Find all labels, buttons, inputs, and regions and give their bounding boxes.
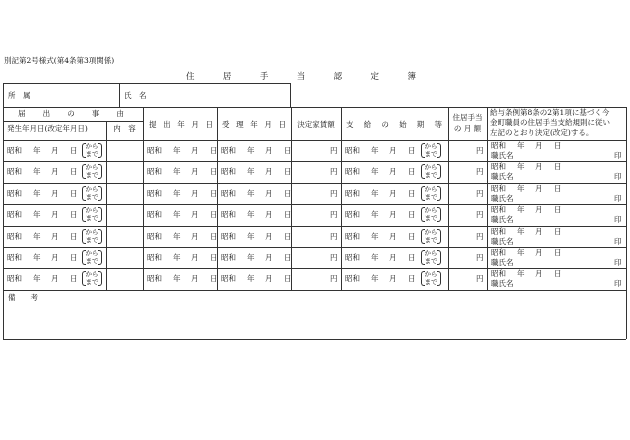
determination-text: 給与条例第8条の2第1項に基づく今 [490, 108, 610, 117]
determination-date-era: 昭和 [491, 183, 506, 193]
grid-line [448, 107, 449, 290]
determination-date-day: 日 [554, 205, 562, 215]
submission-date-year: 年 [173, 210, 181, 220]
to-label: まで [85, 214, 99, 223]
submission-date-year: 年 [173, 231, 181, 241]
official-name-label: 職氏名 [491, 193, 514, 203]
title-char: 認 [333, 72, 343, 82]
grid-line [3, 247, 626, 248]
rent-yen: 円 [330, 146, 338, 155]
receipt-date-day: 日 [284, 210, 292, 220]
determination-text: 金町職員の住居手当支給規則に従い [490, 118, 610, 127]
submission-date-era: 昭和 [147, 253, 162, 262]
receipt-date-header-char: 日 [278, 120, 286, 129]
receipt-date-era: 昭和 [221, 253, 236, 262]
submission-date-day: 日 [210, 274, 218, 284]
seal-mark: 印 [614, 236, 622, 246]
receipt-date-day: 日 [284, 188, 292, 198]
receipt-date-header-char: 理 [236, 120, 244, 129]
receipt-date-year: 年 [247, 188, 255, 198]
payment-start-date-era: 昭和 [345, 167, 360, 177]
payment-start-date-year: 年 [371, 167, 379, 177]
official-name-label: 職氏名 [491, 236, 514, 246]
from-label: から [424, 270, 438, 279]
payment-start-header-char: の [381, 120, 389, 129]
rent-amount-header: 決定家賃額 [297, 120, 335, 129]
determination-date-day: 日 [554, 183, 562, 193]
grid-line [626, 290, 627, 339]
seal-mark: 印 [614, 151, 622, 160]
receipt-date-year: 年 [247, 210, 255, 220]
grid-line [3, 183, 626, 184]
receipt-date-header [222, 121, 286, 129]
determination-date-year: 年 [517, 226, 525, 236]
grid-line [487, 107, 488, 290]
rent-yen: 円 [330, 253, 338, 262]
payment-start-header-char: 等 [434, 120, 442, 129]
monthly-yen: 円 [476, 188, 484, 198]
title-char: 住 [186, 72, 195, 82]
monthly-yen: 円 [476, 146, 484, 155]
seal-mark: 印 [614, 172, 622, 182]
occurrence-date-era: 昭和 [7, 253, 22, 262]
determination-date-day: 日 [554, 226, 562, 236]
receipt-date-year: 年 [247, 274, 255, 284]
grid-line [3, 290, 4, 339]
payment-start-date-day: 日 [408, 167, 416, 177]
rent-yen: 円 [330, 167, 338, 177]
submission-date-era: 昭和 [147, 231, 162, 241]
rent-yen: 円 [330, 231, 338, 241]
from-label: から [85, 142, 99, 150]
occurrence-date-month: 月 [51, 167, 59, 177]
submission-date-era: 昭和 [147, 274, 162, 284]
from-to-bracket [82, 206, 102, 223]
to-label: まで [424, 214, 438, 223]
grid-line [3, 290, 626, 291]
determination-date-day: 日 [554, 248, 562, 257]
payment-start-header-char: 始 [399, 120, 407, 129]
submission-date-era: 昭和 [147, 146, 162, 155]
grid-line [3, 161, 626, 162]
payment-start-date-month: 月 [389, 146, 397, 155]
receipt-date-day: 日 [284, 274, 292, 284]
from-to-bracket [421, 206, 441, 223]
monthly-yen: 円 [476, 253, 484, 262]
payment-start-date-day: 日 [408, 146, 416, 155]
from-to-bracket [421, 249, 441, 266]
submission-date-day: 日 [210, 253, 218, 262]
grid-line [3, 140, 626, 141]
occurrence-date-era: 昭和 [7, 188, 22, 198]
occurrence-date-day: 日 [70, 188, 78, 198]
occurrence-date-year: 年 [33, 274, 41, 284]
submission-date-month: 月 [191, 210, 199, 220]
determination-date-era: 昭和 [491, 226, 506, 236]
to-label: まで [424, 171, 438, 180]
grid-line [341, 107, 342, 290]
payment-start-date-day: 日 [408, 231, 416, 241]
receipt-date-header-char: 月 [264, 120, 272, 129]
determination-date-era: 昭和 [491, 141, 506, 150]
submission-date-header-char: 日 [205, 120, 213, 129]
payment-start-header-char: 支 [346, 120, 354, 129]
submission-date-month: 月 [191, 167, 199, 177]
remarks-label: 備 考 [8, 292, 38, 302]
grid-line [3, 83, 4, 107]
occurrence-date-year: 年 [33, 253, 41, 262]
payment-start-header-char: 期 [416, 120, 425, 129]
from-to-bracket [421, 163, 441, 180]
occurrence-date-header: 発生年月日(改定年月日) [7, 124, 88, 133]
office-label: 所 属 [8, 91, 31, 100]
grid-line [290, 83, 291, 107]
determination-date-day: 日 [554, 141, 562, 150]
from-label: から [85, 184, 99, 193]
payment-start-date-day: 日 [408, 188, 416, 198]
payment-start-date-era: 昭和 [345, 210, 360, 220]
occurrence-date-era: 昭和 [7, 146, 22, 155]
grid-line [143, 107, 144, 290]
payment-start-date-month: 月 [389, 253, 397, 262]
from-label: から [85, 227, 99, 236]
to-label: まで [85, 235, 99, 244]
official-name-label: 職氏名 [491, 172, 514, 182]
from-label: から [424, 227, 438, 236]
title-char: 定 [370, 72, 380, 82]
grid-line [217, 107, 218, 290]
from-label: から [424, 206, 438, 215]
submission-date-day: 日 [210, 146, 218, 155]
occurrence-date-month: 月 [51, 253, 59, 262]
occurrence-date-day: 日 [70, 146, 78, 155]
payment-start-header [346, 121, 442, 129]
monthly-amount-header: 住居手当 [452, 113, 483, 122]
from-label: から [424, 163, 438, 172]
submission-date-year: 年 [173, 274, 181, 284]
official-name-label: 職氏名 [491, 215, 514, 225]
determination-date-era: 昭和 [491, 205, 506, 215]
form-title [186, 73, 416, 82]
to-label: まで [424, 150, 438, 158]
payment-start-date-era: 昭和 [345, 231, 360, 241]
determination-date-era: 昭和 [491, 162, 506, 172]
occurrence-date-month: 月 [51, 188, 59, 198]
determination-date-month: 月 [535, 248, 543, 257]
grid-line [3, 268, 626, 269]
grid-line [291, 107, 292, 290]
payment-start-date-month: 月 [389, 167, 397, 177]
submission-date-header-char: 出 [163, 120, 171, 129]
to-label: まで [424, 235, 438, 244]
payment-start-date-month: 月 [389, 274, 397, 284]
receipt-date-month: 月 [265, 274, 273, 284]
receipt-date-month: 月 [265, 146, 273, 155]
receipt-date-day: 日 [284, 167, 292, 177]
determination-date-year: 年 [517, 205, 525, 215]
receipt-date-month: 月 [265, 167, 273, 177]
receipt-date-year: 年 [247, 167, 255, 177]
determination-date-day: 日 [554, 162, 562, 172]
official-name-label: 職氏名 [491, 151, 514, 160]
monthly-yen: 円 [476, 167, 484, 177]
content-header: 内 容 [113, 124, 136, 133]
grid-line [3, 204, 626, 205]
submission-date-year: 年 [173, 146, 181, 155]
to-label: まで [85, 192, 99, 201]
occurrence-date-year: 年 [33, 210, 41, 220]
receipt-date-era: 昭和 [221, 274, 236, 284]
payment-start-date-era: 昭和 [345, 188, 360, 198]
submission-date-year: 年 [173, 188, 181, 198]
from-to-bracket [421, 185, 441, 202]
receipt-date-era: 昭和 [221, 231, 236, 241]
submission-date-year: 年 [173, 167, 181, 177]
grid-line [106, 121, 107, 290]
from-label: から [85, 249, 99, 257]
seal-mark: 印 [614, 193, 622, 203]
receipt-date-era: 昭和 [221, 188, 236, 198]
from-to-bracket [82, 270, 102, 287]
submission-date-header-char: 提 [149, 120, 157, 129]
payment-start-date-year: 年 [371, 188, 379, 198]
event-header-char: の [67, 109, 75, 118]
submission-date-day: 日 [210, 231, 218, 241]
receipt-date-month: 月 [265, 253, 273, 262]
payment-start-date-year: 年 [371, 210, 379, 220]
grid-line [3, 83, 290, 84]
submission-date-year: 年 [173, 253, 181, 262]
monthly-yen: 円 [476, 210, 484, 220]
submission-date-month: 月 [191, 253, 199, 262]
grid-line [3, 107, 4, 290]
monthly-yen: 円 [476, 274, 484, 284]
event-header-char: 由 [116, 109, 124, 118]
determination-date-month: 月 [535, 205, 543, 215]
payment-start-date-year: 年 [371, 253, 379, 262]
determination-date-year: 年 [517, 162, 525, 172]
determination-date-year: 年 [517, 248, 525, 257]
title-char: 居 [222, 72, 232, 82]
monthly-amount-header: の 月 額 [453, 124, 482, 133]
from-to-bracket [421, 142, 441, 159]
from-to-bracket [82, 249, 102, 266]
receipt-date-year: 年 [247, 231, 255, 241]
determination-date-month: 月 [535, 183, 543, 193]
rent-yen: 円 [330, 188, 338, 198]
payment-start-date-year: 年 [371, 231, 379, 241]
monthly-yen: 円 [476, 231, 484, 241]
grid-line [119, 83, 120, 107]
determination-date-month: 月 [535, 269, 543, 279]
seal-mark: 印 [614, 215, 622, 225]
payment-start-date-day: 日 [408, 210, 416, 220]
submission-date-day: 日 [210, 188, 218, 198]
official-name-label: 職氏名 [491, 258, 514, 267]
to-label: まで [85, 171, 99, 180]
submission-date-header-char: 月 [191, 120, 199, 129]
receipt-date-header-char: 受 [222, 120, 230, 129]
payment-start-date-year: 年 [371, 274, 379, 284]
receipt-date-year: 年 [247, 146, 255, 155]
occurrence-date-era: 昭和 [7, 274, 22, 284]
payment-start-date-era: 昭和 [345, 146, 360, 155]
occurrence-date-month: 月 [51, 146, 59, 155]
occurrence-date-day: 日 [70, 253, 78, 262]
event-header-char: 届 [18, 109, 26, 118]
receipt-date-month: 月 [265, 188, 273, 198]
event-header-char: 事 [91, 109, 100, 118]
to-label: まで [424, 257, 438, 265]
title-char: 簿 [407, 72, 416, 82]
submission-date-day: 日 [210, 167, 218, 177]
determination-date-year: 年 [517, 183, 525, 193]
occurrence-date-month: 月 [51, 274, 59, 284]
seal-mark: 印 [614, 279, 622, 289]
from-to-bracket [421, 228, 441, 245]
payment-start-date-month: 月 [389, 188, 397, 198]
payment-start-date-month: 月 [389, 231, 397, 241]
event-header [18, 110, 124, 118]
from-to-bracket [82, 163, 102, 180]
submission-date-month: 月 [191, 146, 199, 155]
submission-date-header [149, 121, 213, 129]
payment-start-date-year: 年 [371, 146, 379, 155]
occurrence-date-year: 年 [33, 188, 41, 198]
from-to-bracket [421, 270, 441, 287]
payment-start-date-era: 昭和 [345, 253, 360, 262]
determination-date-month: 月 [535, 162, 543, 172]
name-label: 氏 名 [124, 91, 147, 100]
to-label: まで [85, 278, 99, 287]
receipt-date-era: 昭和 [221, 146, 236, 155]
submission-date-month: 月 [191, 188, 199, 198]
grid-line [3, 226, 626, 227]
receipt-date-year: 年 [247, 253, 255, 262]
receipt-date-day: 日 [284, 253, 292, 262]
receipt-date-era: 昭和 [221, 167, 236, 177]
submission-date-header-char: 年 [177, 120, 185, 129]
grid-line [3, 121, 143, 122]
payment-start-header-char: 給 [363, 120, 372, 129]
from-label: から [424, 184, 438, 193]
occurrence-date-year: 年 [33, 231, 41, 241]
submission-date-day: 日 [210, 210, 218, 220]
from-label: から [85, 163, 99, 172]
payment-start-date-era: 昭和 [345, 274, 360, 284]
receipt-date-day: 日 [284, 146, 292, 155]
determination-date-year: 年 [517, 269, 525, 279]
determination-date-year: 年 [517, 141, 525, 150]
submission-date-era: 昭和 [147, 210, 162, 220]
from-to-bracket [82, 228, 102, 245]
occurrence-date-era: 昭和 [7, 210, 22, 220]
to-label: まで [424, 278, 438, 287]
payment-start-date-month: 月 [389, 210, 397, 220]
from-label: から [85, 270, 99, 279]
title-char: 手 [259, 72, 269, 82]
event-header-char: 出 [42, 109, 51, 118]
occurrence-date-month: 月 [51, 210, 59, 220]
from-label: から [424, 249, 438, 257]
determination-date-month: 月 [535, 226, 543, 236]
occurrence-date-day: 日 [70, 167, 78, 177]
rent-yen: 円 [330, 274, 338, 284]
payment-start-date-day: 日 [408, 274, 416, 284]
occurrence-date-year: 年 [33, 146, 41, 155]
occurrence-date-day: 日 [70, 274, 78, 284]
seal-mark: 印 [614, 258, 622, 267]
determination-date-month: 月 [535, 141, 543, 150]
occurrence-date-month: 月 [51, 231, 59, 241]
grid-line [3, 339, 626, 340]
from-label: から [424, 142, 438, 150]
submission-date-era: 昭和 [147, 167, 162, 177]
determination-date-era: 昭和 [491, 269, 506, 279]
receipt-date-month: 月 [265, 210, 273, 220]
official-name-label: 職氏名 [491, 279, 514, 289]
occurrence-date-era: 昭和 [7, 231, 22, 241]
receipt-date-header-char: 年 [250, 120, 258, 129]
occurrence-date-year: 年 [33, 167, 41, 177]
occurrence-date-era: 昭和 [7, 167, 22, 177]
submission-date-month: 月 [191, 231, 199, 241]
determination-date-day: 日 [554, 269, 562, 279]
receipt-date-era: 昭和 [221, 210, 236, 220]
receipt-date-day: 日 [284, 231, 292, 241]
form-note: 別記第2号様式(第4条第3項関係) [4, 56, 115, 65]
payment-start-date-day: 日 [408, 253, 416, 262]
occurrence-date-day: 日 [70, 210, 78, 220]
submission-date-era: 昭和 [147, 188, 162, 198]
determination-text: 左記のとおり決定(改定)する。 [490, 128, 594, 137]
to-label: まで [85, 150, 99, 158]
occurrence-date-day: 日 [70, 231, 78, 241]
submission-date-month: 月 [191, 274, 199, 284]
rent-yen: 円 [330, 210, 338, 220]
to-label: まで [85, 257, 99, 265]
from-to-bracket [82, 185, 102, 202]
grid-line [626, 107, 627, 290]
from-to-bracket [82, 142, 102, 159]
determination-date-era: 昭和 [491, 248, 506, 257]
to-label: まで [424, 192, 438, 201]
title-char: 当 [296, 72, 306, 82]
from-label: から [85, 206, 99, 215]
receipt-date-month: 月 [265, 231, 273, 241]
